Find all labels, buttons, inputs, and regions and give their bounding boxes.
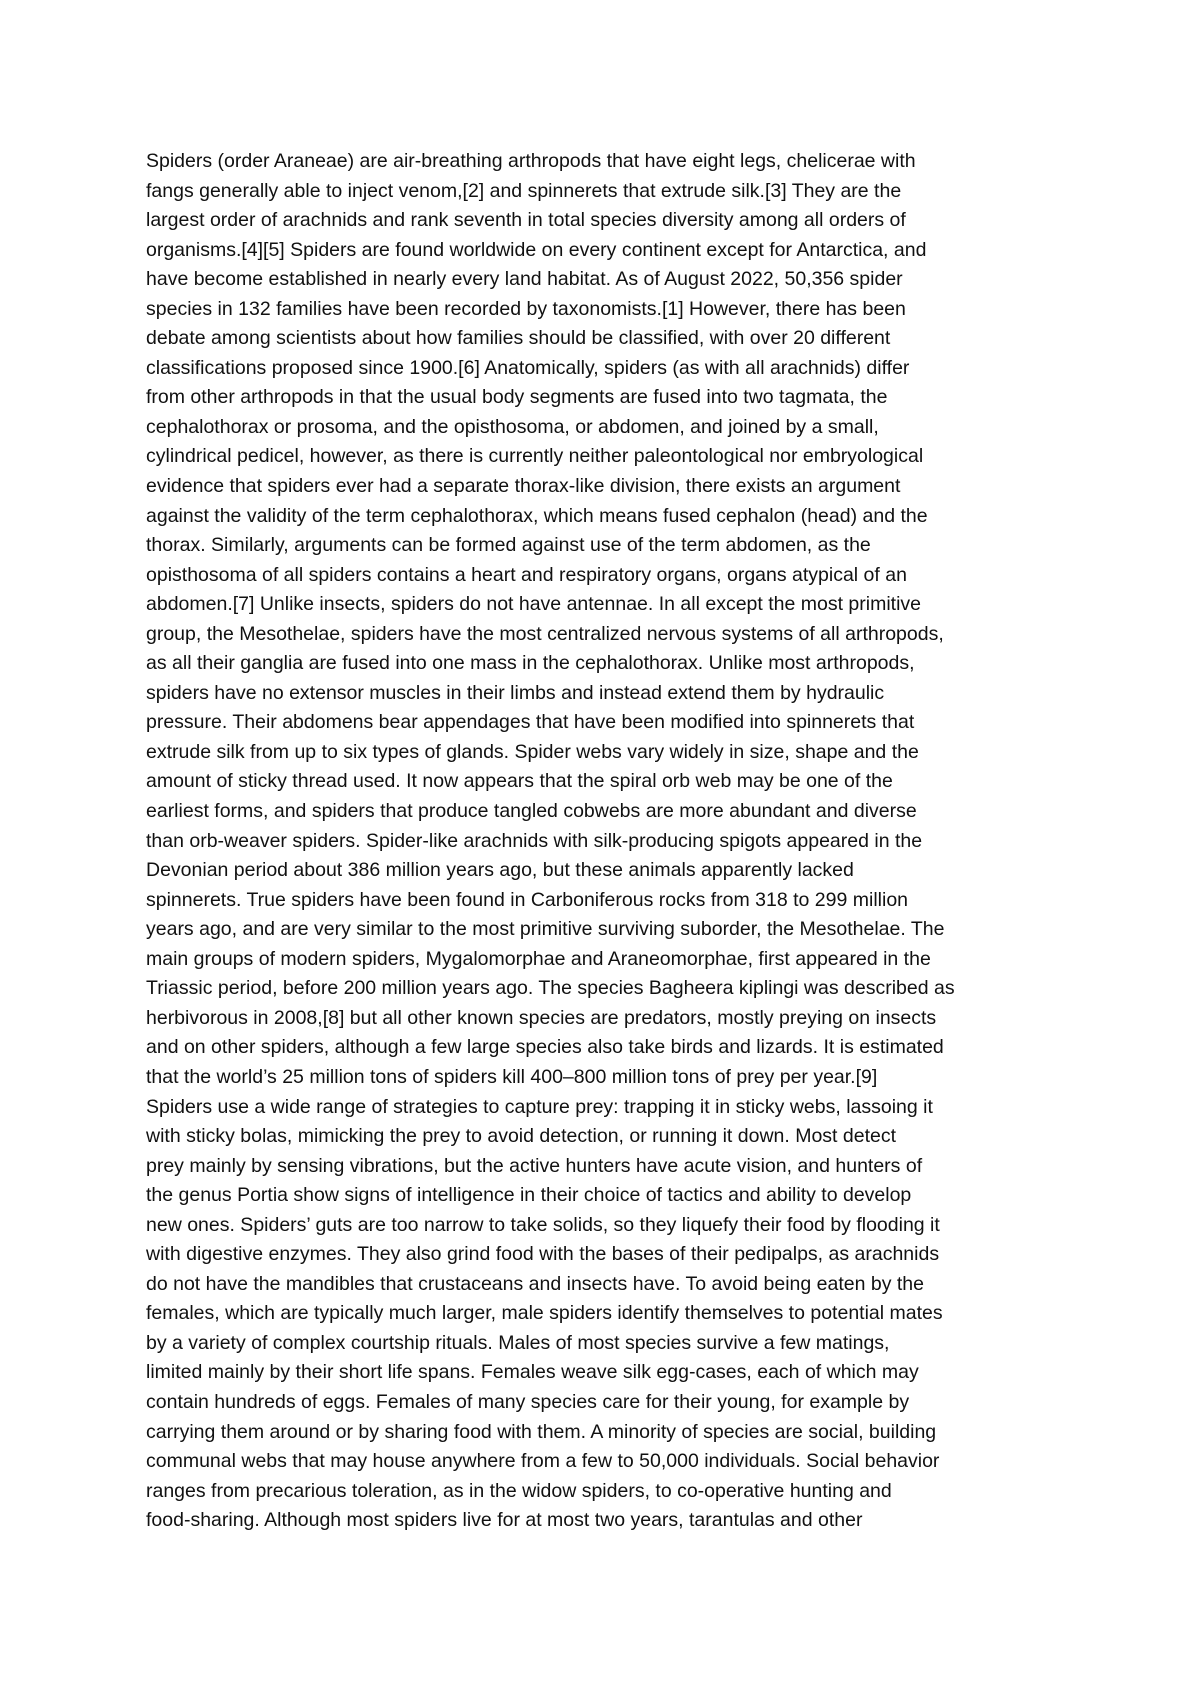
text-line: organisms.[4][5] Spiders are found worldwide on every continent except for Antarctica, and (146, 238, 927, 261)
text-line: as all their ganglia are fused into one mass in the cephalothorax. Unlike most arthropods, (146, 652, 915, 675)
body-paragraph (146, 147, 1076, 1565)
text-line: Spiders (order Araneae) are air-breathing arthropods that have eight legs, chelicerae with (146, 150, 916, 172)
text-line: by a variety of complex courtship rituals. Males of most species survive a few matings, (146, 1331, 890, 1354)
text-line: herbivorous in 2008,[8] but all other known species are predators, mostly preying on insects (146, 1006, 937, 1029)
text-line: than orb-weaver spiders. Spider-like arachnids with silk-producing spigots appeared in the (146, 829, 923, 852)
text-line: that the world’s 25 million tons of spiders kill 400–800 million tons of prey per year.[9] (146, 1065, 878, 1088)
text-line: have become established in nearly every land habitat. As of August 2022, 50,356 spider (146, 268, 903, 291)
text-line: spiders have no extensor muscles in their limbs and instead extend them by hydraulic (146, 681, 885, 704)
text-line: amount of sticky thread used. It now appears that the spiral orb web may be one of the (146, 770, 893, 793)
text-line: the genus Portia show signs of intelligence in their choice of tactics and ability to develop (146, 1184, 912, 1207)
text-line: females, which are typically much larger, male spiders identify themselves to potential mates (146, 1302, 943, 1325)
text-line: against the validity of the term cephalothorax, which means fused cephalon (head) and the (146, 504, 928, 527)
text-line: with sticky bolas, mimicking the prey to avoid detection, or running it down. Most detect (146, 1125, 897, 1148)
text-line: spinnerets. True spiders have been found in Carboniferous rocks from 318 to 299 million (146, 888, 909, 911)
text-line: debate among scientists about how families should be classified, with over 20 different (146, 327, 891, 350)
text-line: extrude silk from up to six types of glands. Spider webs vary widely in size, shape and the (146, 740, 919, 763)
text-line: prey mainly by sensing vibrations, but the active hunters have acute vision, and hunters of (146, 1154, 923, 1177)
text-line: from other arthropods in that the usual body segments are fused into two tagmata, the (146, 386, 888, 409)
text-line: food-sharing. Although most spiders live for at most two years, tarantulas and other (146, 1509, 863, 1532)
text-line: communal webs that may house anywhere from a few to 50,000 individuals. Social behavior (146, 1450, 940, 1473)
text-line: main groups of modern spiders, Mygalomorphae and Araneomorphae, first appeared in the (146, 947, 931, 970)
text-line: abdomen.[7] Unlike insects, spiders do not have antennae. In all except the most primitive (146, 593, 922, 616)
text-line: Triassic period, before 200 million years ago. The species Bagheera kiplingi was described as (146, 977, 955, 1000)
text-line: do not have the mandibles that crustaceans and insects have. To avoid being eaten by the (146, 1272, 925, 1295)
text-line: Spiders use a wide range of strategies to capture prey: trapping it in sticky webs, lassoing it (146, 1095, 933, 1118)
text-line: contain hundreds of eggs. Females of many species care for their young, for example by (146, 1390, 910, 1413)
text-line: pressure. Their abdomens bear appendages that have been modified into spinnerets that (146, 711, 915, 734)
text-line: with digestive enzymes. They also grind food with the bases of their pedipalps, as arachnids (146, 1243, 940, 1266)
text-line: evidence that spiders ever had a separate thorax-like division, there exists an argument (146, 475, 901, 498)
text-line: carrying them around or by sharing food with them. A minority of species are social, building (146, 1420, 937, 1443)
text-line: fangs generally able to inject venom,[2] and spinnerets that extrude silk.[3] They are the (146, 179, 902, 202)
text-line: years ago, and are very similar to the most primitive surviving suborder, the Mesothelae. The (146, 918, 945, 941)
text-line: group, the Mesothelae, spiders have the most centralized nervous systems of all arthropods, (146, 622, 944, 645)
text-line: species in 132 families have been recorded by taxonomists.[1] However, there has been (146, 297, 906, 320)
text-line: Devonian period about 386 million years ago, but these animals apparently lacked (146, 859, 854, 882)
text-line: ranges from precarious toleration, as in the widow spiders, to co-operative hunting and (146, 1479, 892, 1502)
text-line: classifications proposed since 1900.[6] Anatomically, spiders (as with all arachnids) differ (146, 356, 910, 379)
text-line: limited mainly by their short life spans. Females weave silk egg-cases, each of which may (146, 1361, 919, 1384)
text-line: largest order of arachnids and rank seventh in total species diversity among all orders of (146, 209, 906, 232)
text-line: cephalothorax or prosoma, and the opisthosoma, or abdomen, and joined by a small, (146, 415, 879, 438)
text-line: thorax. Similarly, arguments can be formed against use of the term abdomen, as the (146, 534, 871, 557)
text-line: cylindrical pedicel, however, as there is currently neither paleontological nor embryological (146, 445, 924, 468)
text-line (146, 1536, 1076, 1566)
text-line: and on other spiders, although a few large species also take birds and lizards. It is estimated (146, 1036, 944, 1059)
text-line: earliest forms, and spiders that produce tangled cobwebs are more abundant and diverse (146, 800, 917, 823)
text-line: new ones. Spiders’ guts are too narrow to take solids, so they liquefy their food by flooding it (146, 1213, 940, 1236)
text-line: opisthosoma of all spiders contains a heart and respiratory organs, organs atypical of an (146, 563, 907, 586)
